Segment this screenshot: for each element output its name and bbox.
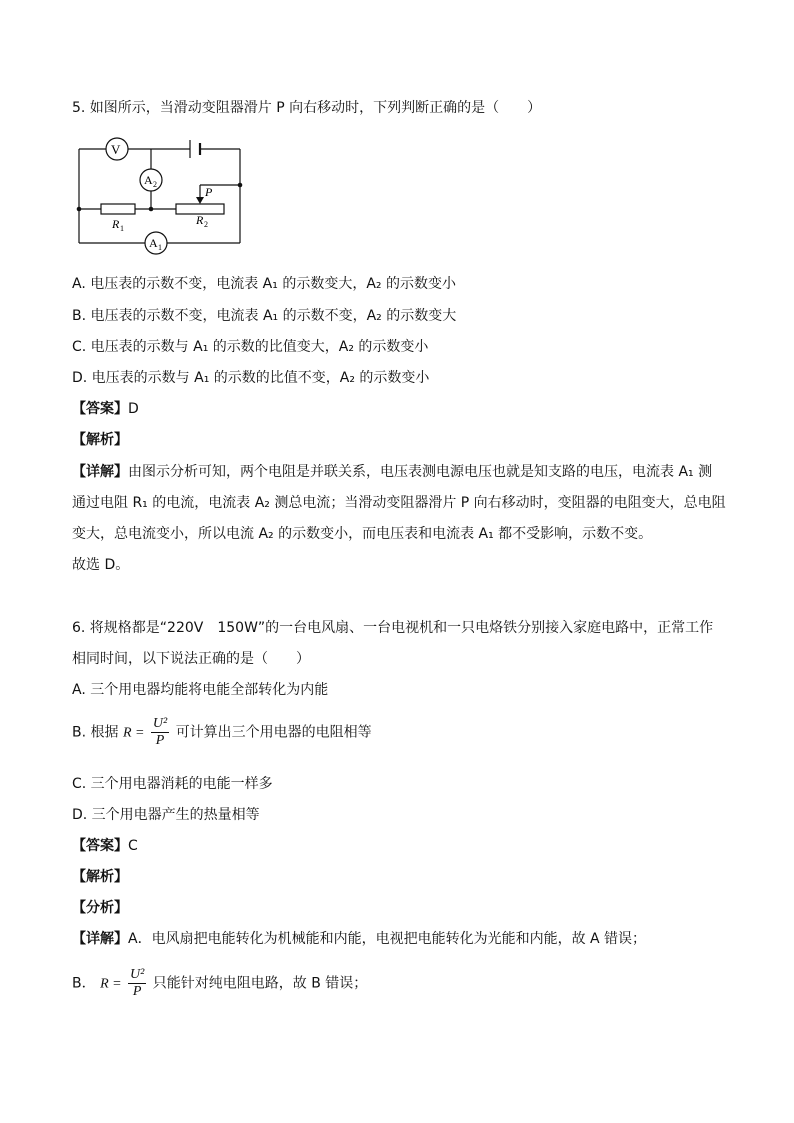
q6-stem-line-1: 6. 将规格都是“220V 150W”的一台电风扇、一台电视机和一只电烙铁分别接入家庭电路中，正常工作 (72, 620, 714, 636)
ammeter-a2-label: A (144, 173, 153, 187)
q5-answer-label: 【答案】 (72, 401, 128, 417)
q5-option-d: D. 电压表的示数与 A₁ 的示数的比值不变，A₂ 的示数变小 (72, 370, 430, 386)
q6-answer-value: C (128, 838, 138, 854)
q6-option-b: B. 根据 R = $\frac{\text{U²}}{P}$ 可计算出三个用电器的电阻相等 (72, 716, 372, 748)
q5-option-c: C. 电压表的示数与 A₁ 的示数的比值变大，A₂ 的示数变小 (72, 339, 429, 355)
svg-text:1: 1 (120, 224, 124, 233)
slider-label: P (205, 185, 213, 199)
q6-detail-label: 【详解】 (72, 931, 128, 947)
formula-fraction: $\frac{\text{U²}}{P}$ (152, 716, 168, 748)
q6-option-a: A. 三个用电器均能将电能全部转化为内能 (72, 682, 329, 698)
q5-option-b: B. 电压表的示数不变，电流表 A₁ 的示数不变，A₂ 的示数变大 (72, 308, 457, 324)
q5-answer (72, 399, 139, 419)
q6-detail-b: B． R = $\frac{\text{U²}}{P}$ 只能针对纯电阻电路，故 B 错误； (72, 967, 368, 999)
formula-lhs-2: R = (100, 976, 122, 992)
q5-detail-line-2: 通过电阻 R₁ 的电流，电流表 A₂ 测总电流；当滑动变阻器滑片 P 向右移动时，变阻器的电阻变大，总电阻 (72, 495, 726, 511)
voltmeter-label: V (111, 142, 121, 157)
q5-detail-label: 【详解】 (72, 464, 128, 480)
q6-analysis-label: 【解析】 (72, 869, 128, 885)
q6-option-c: C. 三个用电器消耗的电能一样多 (72, 776, 273, 792)
q6-stem-line-2: 相同时间，以下说法正确的是（ ） (72, 651, 310, 667)
q6-option-d: D. 三个用电器产生的热量相等 (72, 807, 260, 823)
resistor-r1 (101, 204, 135, 214)
q5-circuit-diagram (70, 132, 250, 257)
q5-conclusion: 故选 D。 (72, 557, 130, 573)
q6-answer-label: 【答案】 (72, 838, 128, 854)
r2-label: R (196, 213, 204, 227)
q5-option-a: A. 电压表的示数不变，电流表 A₁ 的示数变大，A₂ 的示数变小 (72, 276, 456, 292)
svg-text:2: 2 (153, 180, 157, 189)
q6-answer (72, 836, 138, 856)
ammeter-a1-label: A (149, 236, 158, 250)
formula-lhs: R = (122, 725, 145, 741)
q6-detail-a: 【详解】A．电风扇把电能转化为机械能和内能，电视把电能转化为光能和内能，故 A 错误； (72, 931, 647, 947)
q5-answer-value: D (128, 401, 139, 417)
q5-stem: 5. 如图所示，当滑动变阻器滑片 P 向右移动时，下列判断正确的是（ ） (72, 100, 542, 116)
q5-detail-line-3: 变大，总电流变小，所以电流 A₂ 的示数变小，而电压表和电流表 A₁ 都不受影响，示数不变。 (72, 526, 653, 542)
formula-fraction-2: $\frac{\text{U²}}{P}$ (130, 967, 145, 999)
q6-fenxi-label: 【分析】 (72, 900, 128, 916)
r1-label: R (112, 217, 120, 231)
svg-text:1: 1 (158, 243, 162, 252)
q5-analysis-label: 【解析】 (72, 432, 128, 448)
slider-arrow (196, 197, 204, 204)
svg-text:2: 2 (204, 220, 208, 229)
q5-detail-line-1: 【详解】由图示分析可知，两个电阻是并联关系，电压表测电源电压也就是知支路的电压，电流表 A₁ 测 (72, 464, 713, 480)
